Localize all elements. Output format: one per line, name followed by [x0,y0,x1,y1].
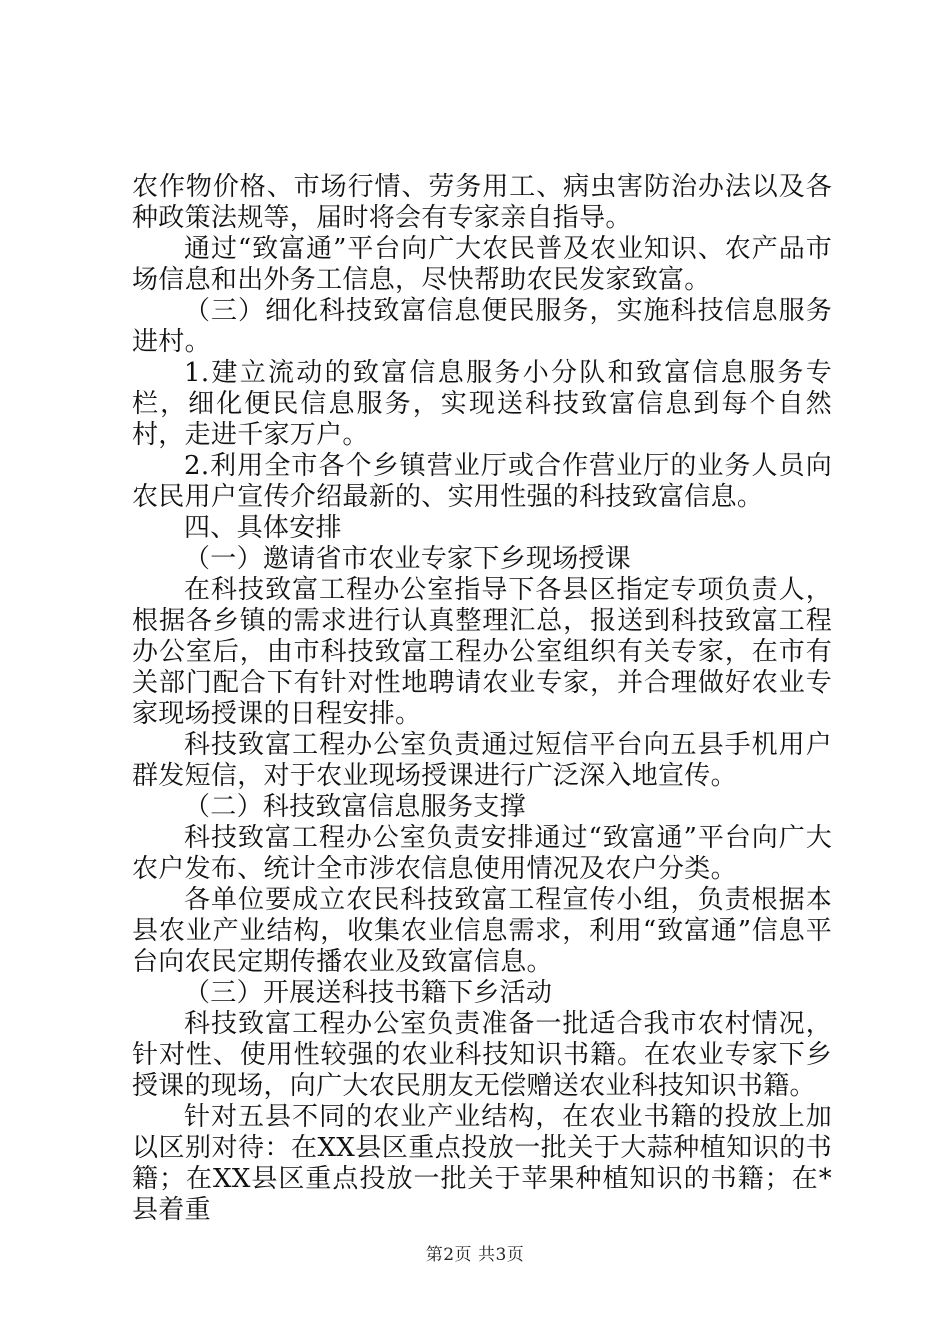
page-footer: 第2页 共3页 [425,1245,525,1265]
paragraph-5: 科技致富工程办公室负责安排通过“致富通”平台向广大农户发布、统计全市涉农信息使用情况及农户分类。 [132,823,832,884]
document-body [132,172,832,1226]
sub-heading-2: （二）科技致富信息服务支撑 [184,792,526,822]
paragraph-1: 农作物价格、市场行情、劳务用工、病虫害防治办法以及各种政策法规等，届时将会有专家亲自指导。 [132,172,832,233]
paragraph-7: 科技致富工程办公室负责准备一批适合我市农村情况，针对性、使用性较强的农业科技知识书籍。在农业专家下乡授课的现场，向广大农民朋友无偿赠送农业科技知识书籍。 [132,1009,832,1101]
paragraph-3: 在科技致富工程办公室指导下各县区指定专项负责人，根据各乡镇的需求进行认真整理汇总，报送到科技致富工程办公室后，由市科技致富工程办公室组织有关专家，在市有关部门配合下有针对性地聘请农业专家，并合理做好农业专家现场授课的日程安排。 [132,575,832,729]
sub-heading-3: （三）开展送科技书籍下乡活动 [184,978,553,1008]
paragraph-8: 针对五县不同的农业产业结构，在农业书籍的投放上加以区别对待：在XX县区重点投放一批关于大蒜种植知识的书籍；在XX县区重点投放一批关于苹果种植知识的书籍；在*县着重 [132,1102,832,1225]
sub-heading-1: （一）邀请省市农业专家下乡现场授课 [184,544,632,574]
list-item-2: 2.利用全市各个乡镇营业厅或合作营业厅的业务人员向农民用户宣传介绍最新的、实用性强的科技致富信息。 [132,451,832,512]
list-item-1: 1.建立流动的致富信息服务小分队和致富信息服务专栏，细化便民信息服务，实现送科技致富信息到每个自然村，走进千家万户。 [132,358,832,450]
paragraph-4: 科技致富工程办公室负责通过短信平台向五县手机用户群发短信，对于农业现场授课进行广泛深入地宣传。 [132,730,832,791]
paragraph-6: 各单位要成立农民科技致富工程宣传小组，负责根据本县农业产业结构，收集农业信息需求，利用“致富通”信息平台向农民定期传播农业及致富信息。 [132,885,832,977]
paragraph-2: 通过“致富通”平台向广大农民普及农业知识、农产品市场信息和出外务工信息，尽快帮助农民发家致富。 [132,234,832,295]
section-heading-3: （三）细化科技致富信息便民服务，实施科技信息服务进村。 [132,296,832,357]
section-heading-4: 四、具体安排 [184,513,342,543]
